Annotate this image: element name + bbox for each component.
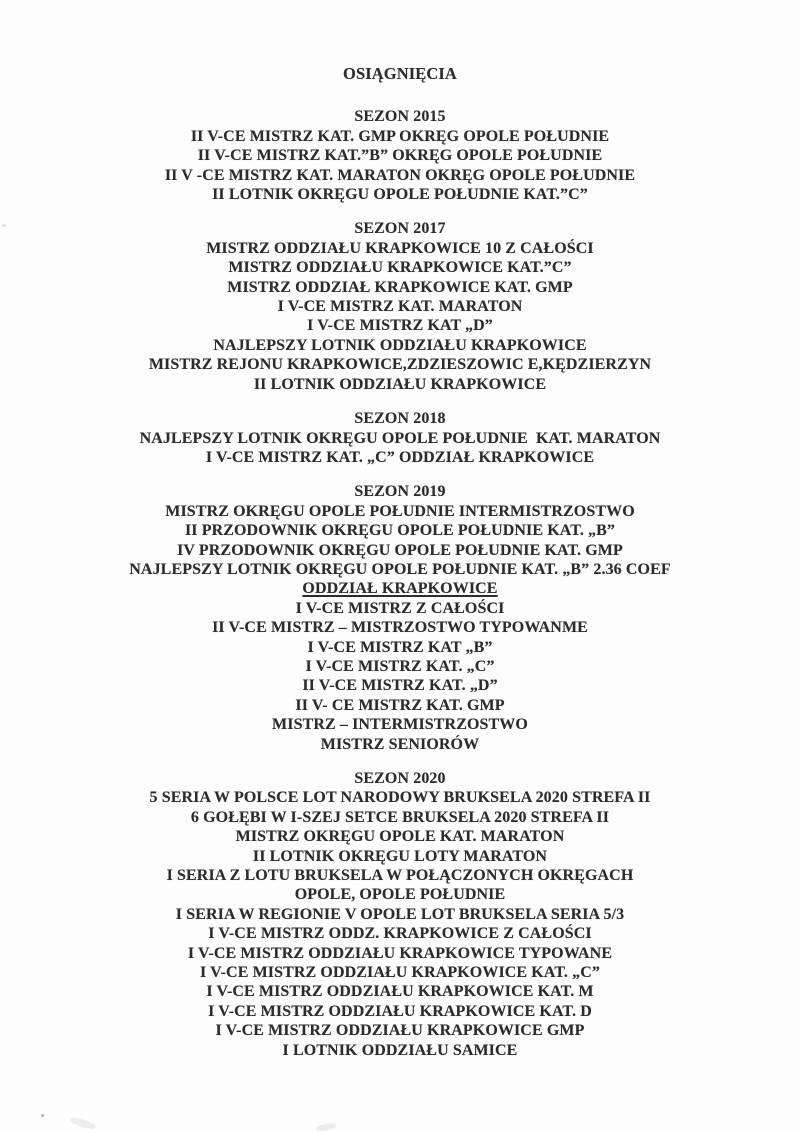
- achievement-line: 6 GOŁĘBI W I-SZEJ SETCE BRUKSELA 2020 STREFA II: [190, 808, 610, 826]
- achievement-line: NAJLEPSZY LOTNIK ODDZIAŁU KRAPKOWICE: [213, 336, 587, 354]
- season-section: [0, 769, 800, 1060]
- scan-smudge: [316, 1122, 337, 1131]
- achievement-line: I V-CE MISTRZ Z CAŁOŚCI: [295, 599, 505, 617]
- achievement-line: II V- CE MISTRZ KAT. GMP: [295, 696, 505, 714]
- season-heading: SEZON 2020: [354, 770, 446, 787]
- scan-smudge: [70, 1116, 97, 1131]
- achievement-line: I V-CE MISTRZ ODDZIAŁU KRAPKOWICE KAT. D: [208, 1002, 592, 1020]
- achievement-line: II V-CE MISTRZ KAT. GMP OKRĘG OPOLE POŁUDNIE: [190, 127, 610, 145]
- achievement-line: II PRZODOWNIK OKRĘGU OPOLE POŁUDNIE KAT. „B”: [184, 522, 616, 540]
- achievement-line: I V-CE MISTRZ KAT. MARATON: [277, 298, 523, 316]
- achievement-line: I V-CE MISTRZ KAT. „C”: [305, 657, 495, 675]
- achievement-line: I V-CE MISTRZ ODDZIAŁU KRAPKOWICE KAT. M: [206, 983, 594, 1001]
- achievement-line: I V-CE MISTRZ KAT. „C” ODDZIAŁ KRAPKOWICE: [205, 448, 595, 466]
- achievement-line: I V-CE MISTRZ KAT „B”: [307, 638, 493, 656]
- achievement-line: MISTRZ ODDZIAŁ KRAPKOWICE KAT. GMP: [227, 278, 573, 296]
- season-section: [0, 107, 800, 204]
- achievement-line: II V-CE MISTRZ KAT.”B” OKRĘG OPOLE POŁUDNIE: [197, 147, 603, 165]
- achievement-line: MISTRZ ODDZIAŁU KRAPKOWICE 10 Z CAŁOŚCI: [206, 239, 594, 257]
- achievement-line: I LOTNIK ODDZIAŁU SAMICE: [282, 1041, 518, 1059]
- achievement-line: I V-CE MISTRZ ODDZIAŁU KRAPKOWICE GMP: [215, 1022, 585, 1040]
- achievement-line: II LOTNIK ODDZIAŁU KRAPKOWICE: [253, 375, 547, 393]
- season-heading: SEZON 2019: [354, 483, 446, 501]
- season-section: [0, 219, 800, 394]
- achievement-line: II V-CE MISTRZ KAT. „D”: [302, 677, 498, 695]
- season-section: [0, 482, 800, 754]
- achievement-line: I V-CE MISTRZ ODDZIAŁU KRAPKOWICE TYPOWANE: [187, 944, 613, 962]
- achievement-line: IV PRZODOWNIK OKRĘGU OPOLE POŁUDNIE KAT. GMP: [177, 541, 623, 559]
- achievement-line: MISTRZ OKRĘGU OPOLE KAT. MARATON: [235, 828, 565, 846]
- sections-container: [0, 107, 800, 1060]
- achievement-line: MISTRZ SENIORÓW: [320, 735, 480, 753]
- achievement-line: II LOTNIK OKRĘGU LOTY MARATON: [252, 847, 548, 865]
- achievement-line: MISTRZ REJONU KRAPKOWICE,ZDZIESZOWIC E,KĘDZIERZYN: [148, 356, 652, 374]
- achievement-line: I V-CE MISTRZ ODDZ. KRAPKOWICE Z CAŁOŚCI: [208, 925, 592, 943]
- achievement-line: I SERIA W REGIONIE V OPOLE LOT BRUKSELA SERIA 5/3: [175, 905, 625, 923]
- season-heading: SEZON 2018: [354, 410, 446, 428]
- season-section: [0, 409, 800, 467]
- achievement-line: II V -CE MISTRZ KAT. MARATON OKRĘG OPOLE POŁUDNIE: [164, 166, 636, 184]
- page-title: OSIĄGNIĘCIA: [343, 64, 457, 83]
- achievement-line: I V-CE MISTRZ KAT „D”: [307, 317, 493, 335]
- season-heading: SEZON 2017: [354, 220, 446, 238]
- achievement-line: II V-CE MISTRZ – MISTRZOSTWO TYPOWANME: [212, 619, 588, 637]
- scan-speckle: [41, 1114, 44, 1117]
- achievement-line: MISTRZ – INTERMISTRZOSTWO: [272, 716, 528, 734]
- season-heading: SEZON 2015: [354, 108, 446, 126]
- achievement-line: 5 SERIA W POLSCE LOT NARODOWY BRUKSELA 2020 STREFA II: [149, 789, 651, 807]
- achievement-line: NAJLEPSZY LOTNIK OKRĘGU OPOLE POŁUDNIE KAT. MARATON: [139, 429, 661, 447]
- achievement-line: NAJLEPSZY LOTNIK OKRĘGU OPOLE POŁUDNIE KAT. „B” 2.36 COEF: [129, 560, 671, 578]
- achievement-line: OPOLE, OPOLE POŁUDNIE: [294, 886, 506, 904]
- achievement-line: MISTRZ OKRĘGU OPOLE POŁUDNIE INTERMISTRZOSTWO: [165, 502, 635, 520]
- achievement-line: MISTRZ ODDZIAŁU KRAPKOWICE KAT.”C”: [228, 259, 572, 277]
- achievement-line: I SERIA Z LOTU BRUKSELA W POŁĄCZONYCH OKRĘGACH: [166, 867, 634, 885]
- achievement-line: ODDZIAŁ KRAPKOWICE: [302, 580, 498, 598]
- achievement-line: II LOTNIK OKRĘGU OPOLE POŁUDNIE KAT.”C”: [212, 186, 588, 204]
- achievement-line: I V-CE MISTRZ ODDZIAŁU KRAPKOWICE KAT. „C”: [200, 964, 600, 982]
